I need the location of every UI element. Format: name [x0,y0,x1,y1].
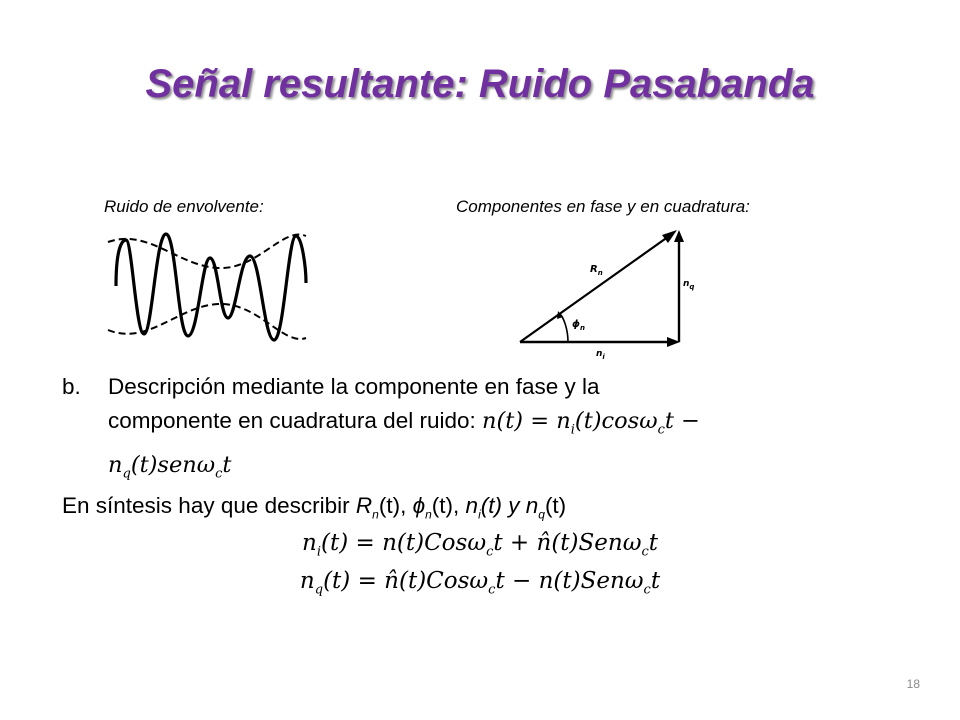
rn-term: $R_n$ [355,493,379,522]
item-b-line2-text: componente en cuadratura del ruido: [108,408,482,433]
equation-nq: $n_q(t)$ = n̂(t)Cosω$_c$t − n(t)Senω$_c$t [299,568,661,598]
rn-vector [520,234,672,342]
ni-term: $n_i(t)$ y $n_q$ [465,493,545,522]
envelope-caption: Ruido de envolvente: [104,197,264,216]
synthesis-line [62,489,566,532]
item-b-marker: b. [62,374,81,399]
angle-arc [560,314,568,342]
synthesis-lead: En síntesis hay que describir [62,493,356,518]
ni-label: $n_i$ [596,349,605,361]
item-b-content [108,370,928,491]
rn-label: $R_n$ [590,264,603,277]
envelope-noise-figure [108,228,308,346]
phi-label: $\phi_n$ [572,319,585,332]
phasor-caption: Componentes en fase y en cuadratura: [456,197,750,216]
slide-title: Señal resultante: Ruido Pasabanda [145,62,815,106]
phi-term: $\phi_n$ [412,493,432,522]
nq-arg: (t) [544,493,567,518]
page-number: 18 [906,677,920,691]
phasor-diagram [512,226,702,361]
item-b-line2 [108,404,928,448]
rn-arg: (t), [378,493,413,518]
item-b-line1: Descripción mediante la componente en fase y la [108,374,600,399]
noise-signal-curve [116,234,306,340]
item-b-equation-part1: $n(t) = n_i(t)\cos\omega_ct$ − [482,408,700,438]
nq-label: $n_q$ [683,279,695,291]
equation-ni: $n_i(t) = n(t)Cos\omega_ct$ + n̂(t)Senω$_c$t [302,530,658,560]
phi-arg: (t), [431,493,466,518]
item-b-equation-part2: $n_q(t)sen\omega_ct$ [108,451,232,481]
